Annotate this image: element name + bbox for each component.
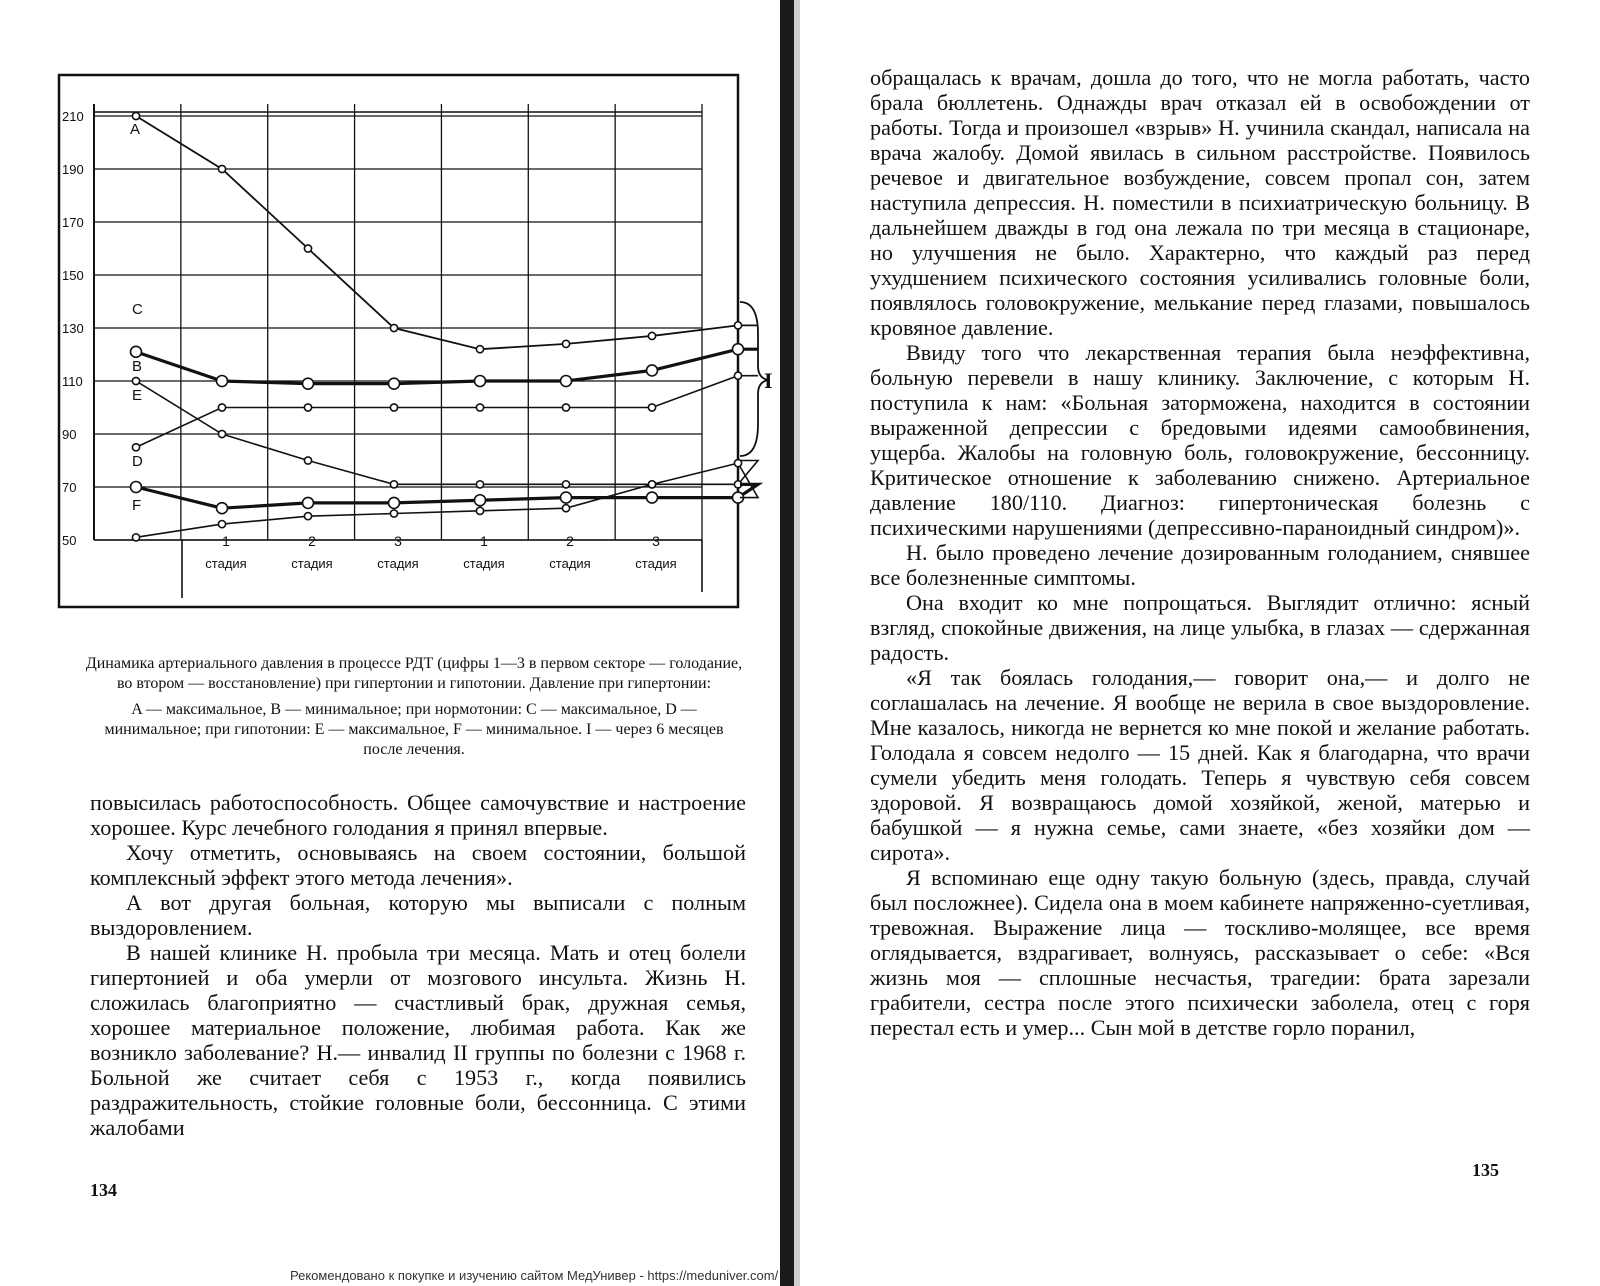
page-number-right: 135 xyxy=(1472,1160,1499,1180)
page-number-left: 134 xyxy=(90,1180,117,1200)
y-tick-label: 130 xyxy=(62,321,84,336)
y-tick-label: 50 xyxy=(62,533,77,548)
stage-number: 2 xyxy=(566,533,574,549)
stage-label: стадия xyxy=(463,556,505,571)
stage-number: 1 xyxy=(222,533,230,549)
data-point xyxy=(389,378,400,389)
right-paragraph: обращалась к врачам, дошла до того, что не могла работать, часто брала бюллетень. Однажды врач отказал ей в освобождении от работы. Тогда и произошел «взрыв» Н. учинила скандал, написала на врача жалобу. Домой явилась в сильном расстройстве. Появилось речевое и двигательное возбуждение, совсем пропал сон, затем наступила депрессия. Н. поместили в психиатрическую больницу. В дальнейшем дважды в год она лежала по три месяца в стационаре, но улучшения не было. Характерно, что каждый раз перед ухудшением психического состояния усиливались головные боли, появлялось головокружение, мелькание перед глазами, повышалось кровяное давление. xyxy=(870,65,1530,340)
caption-line-2: A — максимальное, B — минимальное; при нормотонии: C — максимальное, D — минимальное; при гипотонии: E — максимальное, F — минимальное. I — через 6 месяцев после лечения. xyxy=(104,701,724,758)
y-tick-label: 90 xyxy=(62,427,77,442)
series-line-a xyxy=(136,116,758,349)
data-point xyxy=(217,503,228,514)
data-point xyxy=(648,481,655,488)
stage-label: стадия xyxy=(291,556,333,571)
chart-frame xyxy=(59,75,738,607)
series-lines xyxy=(131,112,759,541)
data-point xyxy=(476,346,483,353)
figure-caption xyxy=(84,654,744,766)
data-point xyxy=(734,322,741,329)
series-line-c xyxy=(136,349,758,383)
footer-watermark: Рекомендовано к покупке и изучению сайтом МедУнивер - https://meduniver.com/ xyxy=(290,1268,779,1283)
data-point xyxy=(132,377,139,384)
series-label: E xyxy=(132,387,143,404)
left-paragraph: А вот другая больная, которую мы выписали с полным выздоровлением. xyxy=(90,890,746,940)
series-label: B xyxy=(132,358,143,375)
right-paragraph: Ввиду того что лекарственная терапия была неэффективна, больную перевели в нашу клинику. Заключение, с которым Н. поступила к нам: «Больная заторможена, находится в состоянии выраженной депрессии с бредовыми идеями самообвинения, ущерба. Жалобы на головную боль, головокружение, бессонницу. Критическое отношение к заболеванию снижено. Артериальное давление 180/110. Диагноз: гипертоническая болезнь с психическими нарушениями (депрессивно-параноидный синдром)». xyxy=(870,340,1530,540)
data-point xyxy=(734,372,741,379)
right-paragraph: Она входит ко мне попрощаться. Выглядит отлично: ясный взгляд, спокойные движения, на лице улыбка, в глазах — сдержанная радость. xyxy=(870,590,1530,665)
stage-label: стадия xyxy=(205,556,247,571)
right-paragraph: «Я так боялась голодания,— говорит она,— и долго не соглашалась на лечение. Я вообще не верила в свое выздоровление. Мне казалось, никогда не вернется ко мне покой и желание работать. Голодала я совсем недолго — 15 дней. Как я благодарна, что врачи сумели убедить меня голодать. Теперь я чувствую себя совсем здоровой. Я возвращаюсь домой хозяйкой, женой, матерью и бабушкой — я нужна семье, сами знаете, «без хозяйки дом — сирота». xyxy=(870,665,1530,865)
y-tick-label: 190 xyxy=(62,162,84,177)
data-point xyxy=(218,521,225,528)
right-body-text xyxy=(870,65,1530,1040)
data-point xyxy=(218,165,225,172)
stage-label: стадия xyxy=(377,556,419,571)
data-point xyxy=(648,332,655,339)
data-point xyxy=(304,513,311,520)
data-point xyxy=(476,481,483,488)
series-label: C xyxy=(132,301,143,318)
data-point xyxy=(562,340,569,347)
data-point xyxy=(218,430,225,437)
data-point xyxy=(304,245,311,252)
stage-number: 3 xyxy=(394,533,402,549)
y-tick-label: 110 xyxy=(62,374,83,389)
data-point xyxy=(131,482,142,493)
data-point xyxy=(647,492,658,503)
data-point xyxy=(562,404,569,411)
data-point xyxy=(218,404,225,411)
left-paragraph: В нашей клинике Н. пробыла три месяца. Мать и отец болели гипертонией и оба умерли от мозгового инсульта. Жизнь Н. сложилась благоприятно — счастливый брак, дружная семья, хорошее материальное положение, любимая работа. Как же возникло заболевание? Н.— инвалид II группы по болезни с 1968 г. Больной же считает себя с 1953 г., когда появились раздражительность, стойкие головные боли, бессонница. С этими жалобами xyxy=(90,940,746,1140)
stage-label: стадия xyxy=(549,556,591,571)
stage-number: 1 xyxy=(480,533,488,549)
right-paragraph: Н. было проведено лечение дозированным голоданием, снявшее все болезненные симптомы. xyxy=(870,540,1530,590)
series-label: A xyxy=(130,121,141,138)
data-point xyxy=(217,376,228,387)
caption-line-1: Динамика артериального давления в процессе РДТ (цифры 1—3 в первом секторе — голодание, во втором — восстановление) при гипертонии и гипотонии. Давление при гипертонии: xyxy=(85,655,743,692)
data-point xyxy=(303,378,314,389)
series-line-d xyxy=(136,484,758,508)
blood-pressure-chart xyxy=(58,74,773,624)
data-point xyxy=(562,481,569,488)
series-labels xyxy=(130,121,143,514)
series-label: D xyxy=(132,453,143,470)
right-page xyxy=(800,0,1600,1286)
data-point xyxy=(389,497,400,508)
data-point xyxy=(390,404,397,411)
data-point xyxy=(132,112,139,119)
data-point xyxy=(132,444,139,451)
data-point xyxy=(734,460,741,467)
bracket-label: I xyxy=(764,368,773,393)
data-point xyxy=(303,497,314,508)
y-tick-labels xyxy=(62,109,84,548)
data-point xyxy=(733,344,744,355)
y-tick-label: 170 xyxy=(62,215,84,230)
data-point xyxy=(476,507,483,514)
data-point xyxy=(476,404,483,411)
series-label: F xyxy=(132,497,142,514)
left-paragraph: повысилась работоспособность. Общее самочувствие и настроение хорошее. Курс лечебного голодания я принял впервые. xyxy=(90,790,746,840)
data-point xyxy=(390,481,397,488)
data-point xyxy=(304,457,311,464)
left-paragraph: Хочу отметить, основываясь на своем состоянии, большой комплексный эффект этого метода лечения». xyxy=(90,840,746,890)
stage-label: стадия xyxy=(635,556,677,571)
y-tick-label: 70 xyxy=(62,480,77,495)
data-point xyxy=(475,495,486,506)
stage-number: 3 xyxy=(652,533,660,549)
data-point xyxy=(475,376,486,387)
stage-number: 2 xyxy=(308,533,316,549)
data-point xyxy=(304,404,311,411)
y-tick-label: 210 xyxy=(62,109,84,124)
chart-grid xyxy=(94,104,702,598)
data-point xyxy=(647,365,658,376)
data-point xyxy=(561,492,572,503)
data-point xyxy=(390,324,397,331)
data-point xyxy=(648,404,655,411)
data-point xyxy=(131,346,142,357)
series-line-b xyxy=(136,381,758,484)
right-paragraph: Я вспоминаю еще одну такую больную (здесь, правда, случай был посложнее). Сидела она в моем кабинете напряженно-суетливая, тревожная. Выражение лица — тоскливо-молящее, все время оглядывается, вздрагивает, волнуясь, рассказывает о себе: «Вся жизнь моя — сплошные несчастья, трагедии: брата зарезали грабители, сестра после этого психически заболела, отец с горя перестал есть и умер... Сын мой в детстве горло поранил, xyxy=(870,865,1530,1040)
book-spine xyxy=(780,0,794,1286)
left-page xyxy=(0,0,780,1286)
data-point xyxy=(390,510,397,517)
data-point xyxy=(132,534,139,541)
data-point xyxy=(562,505,569,512)
data-point xyxy=(561,376,572,387)
y-tick-label: 150 xyxy=(62,268,84,283)
left-body-text xyxy=(90,790,746,1140)
